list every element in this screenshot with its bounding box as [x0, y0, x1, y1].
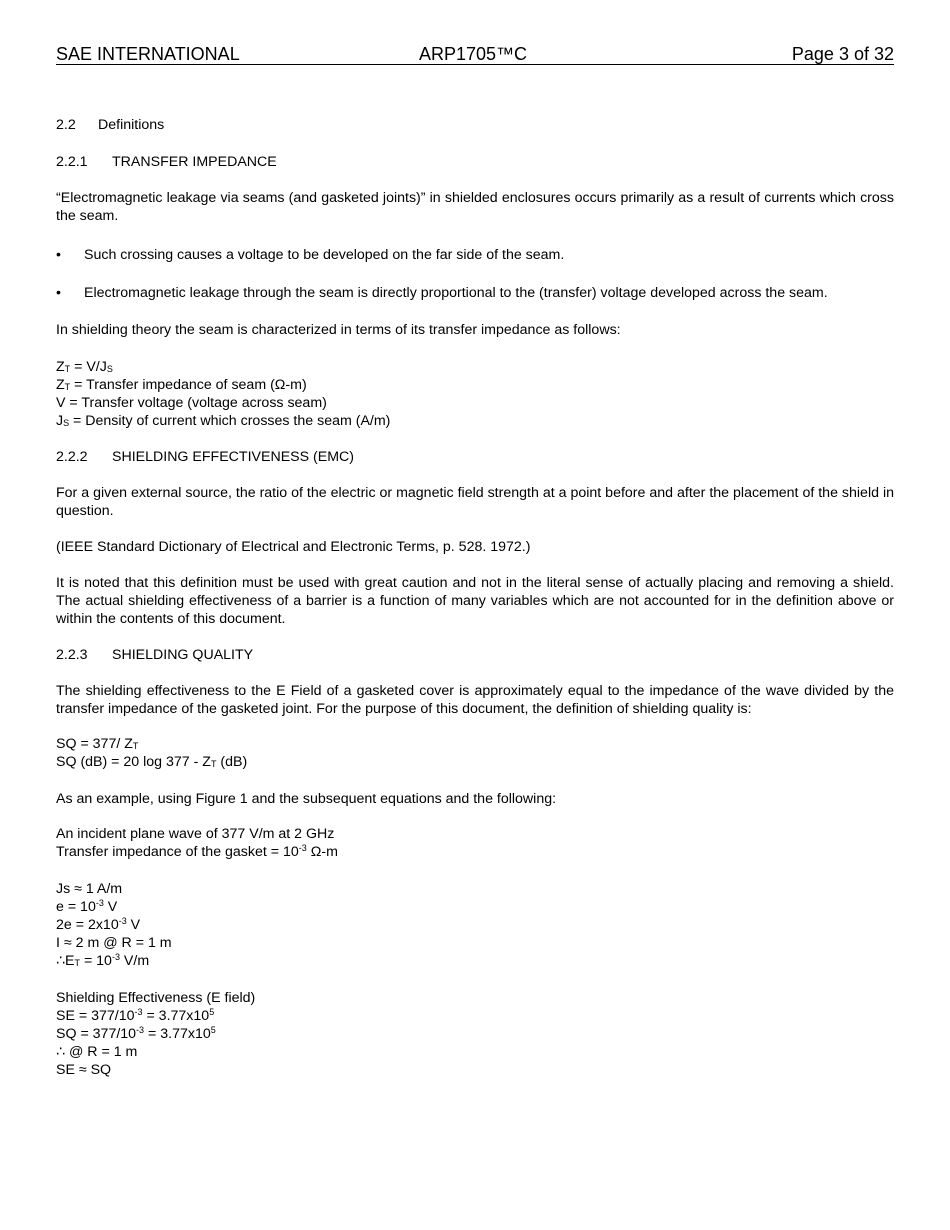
equation-line: Js ≈ 1 A/m	[56, 881, 123, 897]
equation-line: SQ (dB) = 20 $\log 377 - Z_T$ (dB)	[56, 754, 248, 770]
equation-block-transfer-impedance	[56, 358, 894, 430]
header-org: SAE INTERNATIONAL	[56, 44, 240, 64]
equation-line: ∴ @ R = 1 m	[56, 1044, 138, 1060]
paragraph-example: As an example, using Figure 1 and the subsequent equations and the following:	[56, 791, 557, 807]
section-heading-2-2-1	[56, 153, 894, 171]
section-heading-2-2-3	[56, 646, 894, 664]
equation-block-sq	[56, 735, 894, 771]
equation-line: $e = 10^{-3}$ V	[56, 898, 118, 915]
section-heading-2-2-2	[56, 448, 894, 466]
paragraph-citation: (IEEE Standard Dictionary of Electrical and Electronic Terms, p. 528. 1972.)	[56, 539, 531, 555]
equation-block-shielding-effectiveness	[56, 989, 894, 1079]
text-line: Transfer impedance of the gasket = $10^{-3}$ Ω-m	[56, 843, 338, 860]
equation-line: $Z_T$ = Transfer impedance of seam (Ω-m)	[56, 377, 307, 393]
equation-line: V = Transfer voltage (voltage across seam)	[56, 395, 327, 411]
section-title: Definitions	[98, 117, 165, 133]
equation-line: SQ = $377/10^{-3} = 3.77x10^5$	[56, 1025, 216, 1042]
header-page-number: Page 3 of 32	[791, 44, 894, 64]
section-number: 2.2.3	[56, 647, 88, 663]
paragraph-theory: In shielding theory the seam is characterized in terms of its transfer impedance as follows:	[56, 322, 621, 338]
equation-line: SE = $377/10^{-3} = 3.77x10^5$	[56, 1007, 215, 1024]
paragraph-caution: It is noted that this definition must be used with great caution and not in the literal sense of actually placing and removing a shield. The actual shielding effectiveness of a barrier is a function of many variables which are not accounted for in the definition above or within the contents of this document.	[56, 575, 894, 627]
bullet-icon: •	[56, 285, 61, 301]
example-conditions	[56, 825, 894, 861]
section-title: SHIELDING EFFECTIVENESS (EMC)	[112, 449, 355, 465]
equation-line: I ≈ 2 m @ R = 1 m	[56, 935, 172, 951]
section-number: 2.2.1	[56, 154, 88, 170]
equation-line: $\therefore E_T = 10^{-3}$ V/m	[56, 952, 150, 969]
equation-line: $2e = 2x10^{-3}$ V	[56, 916, 141, 933]
text-line: Shielding Effectiveness (E field)	[56, 990, 256, 1006]
equation-block-calculation	[56, 880, 894, 970]
section-number: 2.2	[56, 117, 76, 133]
section-heading-2-2	[56, 116, 894, 134]
bullet-icon: •	[56, 247, 61, 263]
paragraph-shielding-quality: The shielding effectiveness to the E Field of a gasketed cover is approximately equal to the impedance of the wave divided by the transfer impedance of the gasketed joint. For the purpose of this document, the definition of shielding quality is:	[56, 683, 894, 717]
equation-line: $J_S$ = Density of current which crosses the seam (A/m)	[56, 413, 391, 429]
section-number: 2.2.2	[56, 449, 88, 465]
equation-line: SE ≈ SQ	[56, 1062, 112, 1078]
bullet-text: Such crossing causes a voltage to be developed on the far side of the seam.	[84, 247, 565, 263]
header-doc-id: ARP1705™C	[419, 44, 528, 64]
bullet-text: Electromagnetic leakage through the seam is directly proportional to the (transfer) voltage developed across the seam.	[84, 285, 828, 301]
equation-line: $Z_T = V/J_S$	[56, 359, 113, 375]
equation-line: SQ = 377/ $Z_T$	[56, 736, 139, 752]
paragraph-intro: “Electromagnetic leakage via seams (and gasketed joints)” in shielded enclosures occurs primarily as a result of currents which cross the seam.	[56, 190, 894, 224]
page-header	[56, 44, 894, 65]
paragraph-definition: For a given external source, the ratio of the electric or magnetic field strength at a point before and after the placement of the shield in question.	[56, 485, 894, 519]
text-line: An incident plane wave of 377 V/m at 2 GHz	[56, 826, 335, 842]
section-title: TRANSFER IMPEDANCE	[112, 154, 277, 170]
section-title: SHIELDING QUALITY	[112, 647, 254, 663]
